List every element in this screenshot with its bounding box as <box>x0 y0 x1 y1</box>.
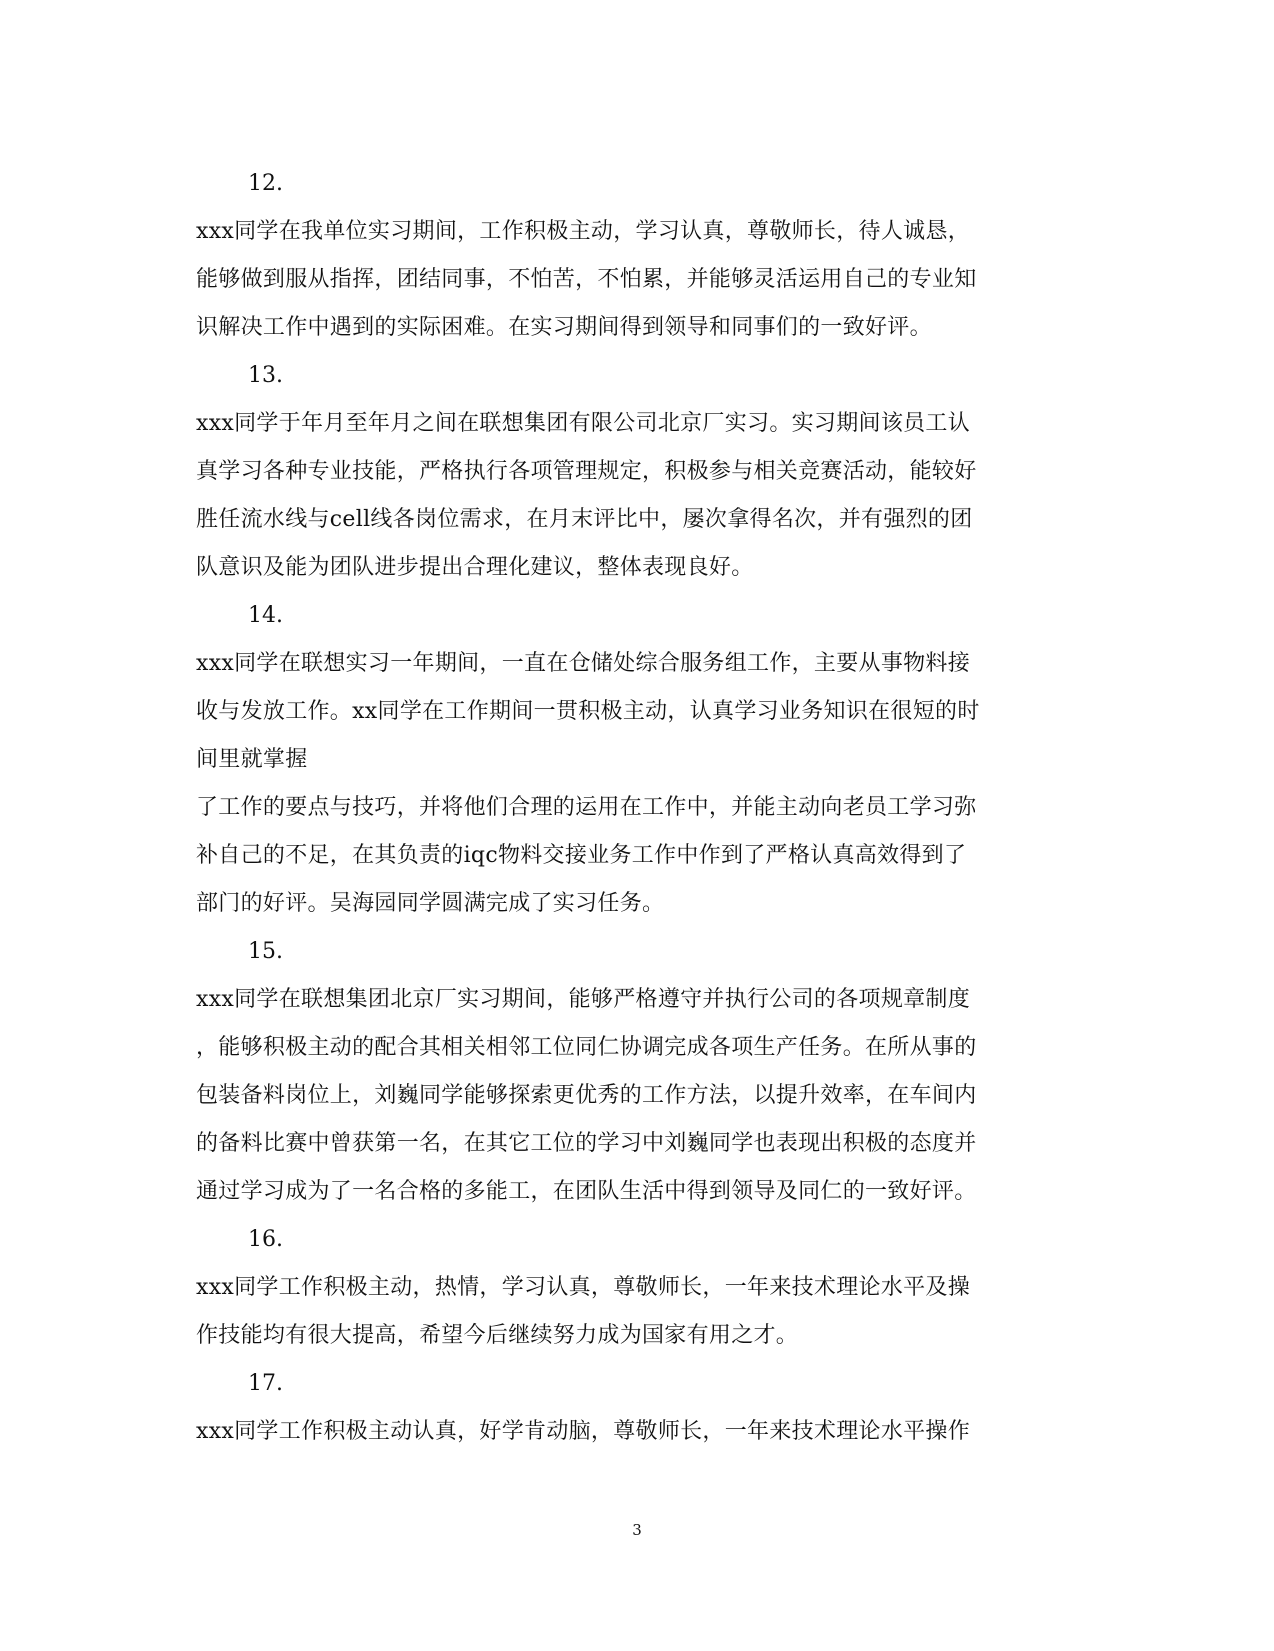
entry-number-12: 12. <box>248 171 283 196</box>
paragraph-line: 间里就掌握 <box>196 747 308 772</box>
entry-number-16: 16. <box>248 1227 283 1252</box>
entry-number-15: 15. <box>248 939 283 964</box>
paragraph-line: ，能够积极主动的配合其相关相邻工位同仁协调完成各项生产任务。在所从事的 <box>196 1035 977 1060</box>
paragraph-line: 的备料比赛中曾获第一名，在其它工位的学习中刘巍同学也表现出积极的态度并 <box>196 1131 977 1156</box>
entry-number-17: 17. <box>248 1371 283 1396</box>
entry-paragraph-15 <box>196 976 1076 1216</box>
entry-number-14: 14. <box>248 603 283 628</box>
paragraph-line: xxx同学在我单位实习期间，工作积极主动，学习认真，尊敬师长，待人诚恳， <box>196 219 971 244</box>
paragraph-line: xxx同学于年月至年月之间在联想集团有限公司北京厂实习。实习期间该员工认 <box>196 411 971 436</box>
paragraph-line: 部门的好评。吴海园同学圆满完成了实习任务。 <box>196 891 665 916</box>
paragraph-line: 识解决工作中遇到的实际困难。在实习期间得到领导和同事们的一致好评。 <box>196 315 932 340</box>
paragraph-line: 补自己的不足，在其负责的iqc物料交接业务工作中作到了严格认真高效得到了 <box>196 843 967 868</box>
paragraph-line: xxx同学在联想实习一年期间，一直在仓储处综合服务组工作，主要从事物料接 <box>196 651 971 676</box>
entry-number-13: 13. <box>248 363 283 388</box>
paragraph-line: 通过学习成为了一名合格的多能工，在团队生活中得到领导及同仁的一致好评。 <box>196 1179 977 1204</box>
entry-paragraph-14 <box>196 640 1076 928</box>
page-number: 3 <box>632 1521 642 1539</box>
paragraph-line: 了工作的要点与技巧，并将他们合理的运用在工作中，并能主动向老员工学习弥 <box>196 795 977 820</box>
paragraph-line: 能够做到服从指挥，团结同事，不怕苦，不怕累，并能够灵活运用自己的专业知 <box>196 267 977 292</box>
document-body <box>196 160 1076 1456</box>
entry-paragraph-17 <box>196 1408 1076 1456</box>
paragraph-line: 作技能均有很大提高，希望今后继续努力成为国家有用之才。 <box>196 1323 799 1348</box>
paragraph-line: 队意识及能为团队进步提出合理化建议，整体表现良好。 <box>196 555 754 580</box>
paragraph-line: 包装备料岗位上，刘巍同学能够探索更优秀的工作方法，以提升效率，在车间内 <box>196 1083 977 1108</box>
entry-paragraph-12 <box>196 208 1076 352</box>
paragraph-line: 胜任流水线与cell线各岗位需求，在月末评比中，屡次拿得名次，并有强烈的团 <box>196 507 973 532</box>
paragraph-line: 真学习各种专业技能，严格执行各项管理规定，积极参与相关竞赛活动，能较好 <box>196 459 977 484</box>
paragraph-line: xxx同学工作积极主动认真，好学肯动脑，尊敬师长，一年来技术理论水平操作 <box>196 1419 971 1444</box>
paragraph-line: xxx同学工作积极主动，热情，学习认真，尊敬师长，一年来技术理论水平及操 <box>196 1275 971 1300</box>
entry-paragraph-16 <box>196 1264 1076 1360</box>
paragraph-line: xxx同学在联想集团北京厂实习期间，能够严格遵守并执行公司的各项规章制度 <box>196 987 971 1012</box>
paragraph-line: 收与发放工作。xx同学在工作期间一贯积极主动，认真学习业务知识在很短的时 <box>196 699 980 724</box>
entry-paragraph-13 <box>196 400 1076 592</box>
